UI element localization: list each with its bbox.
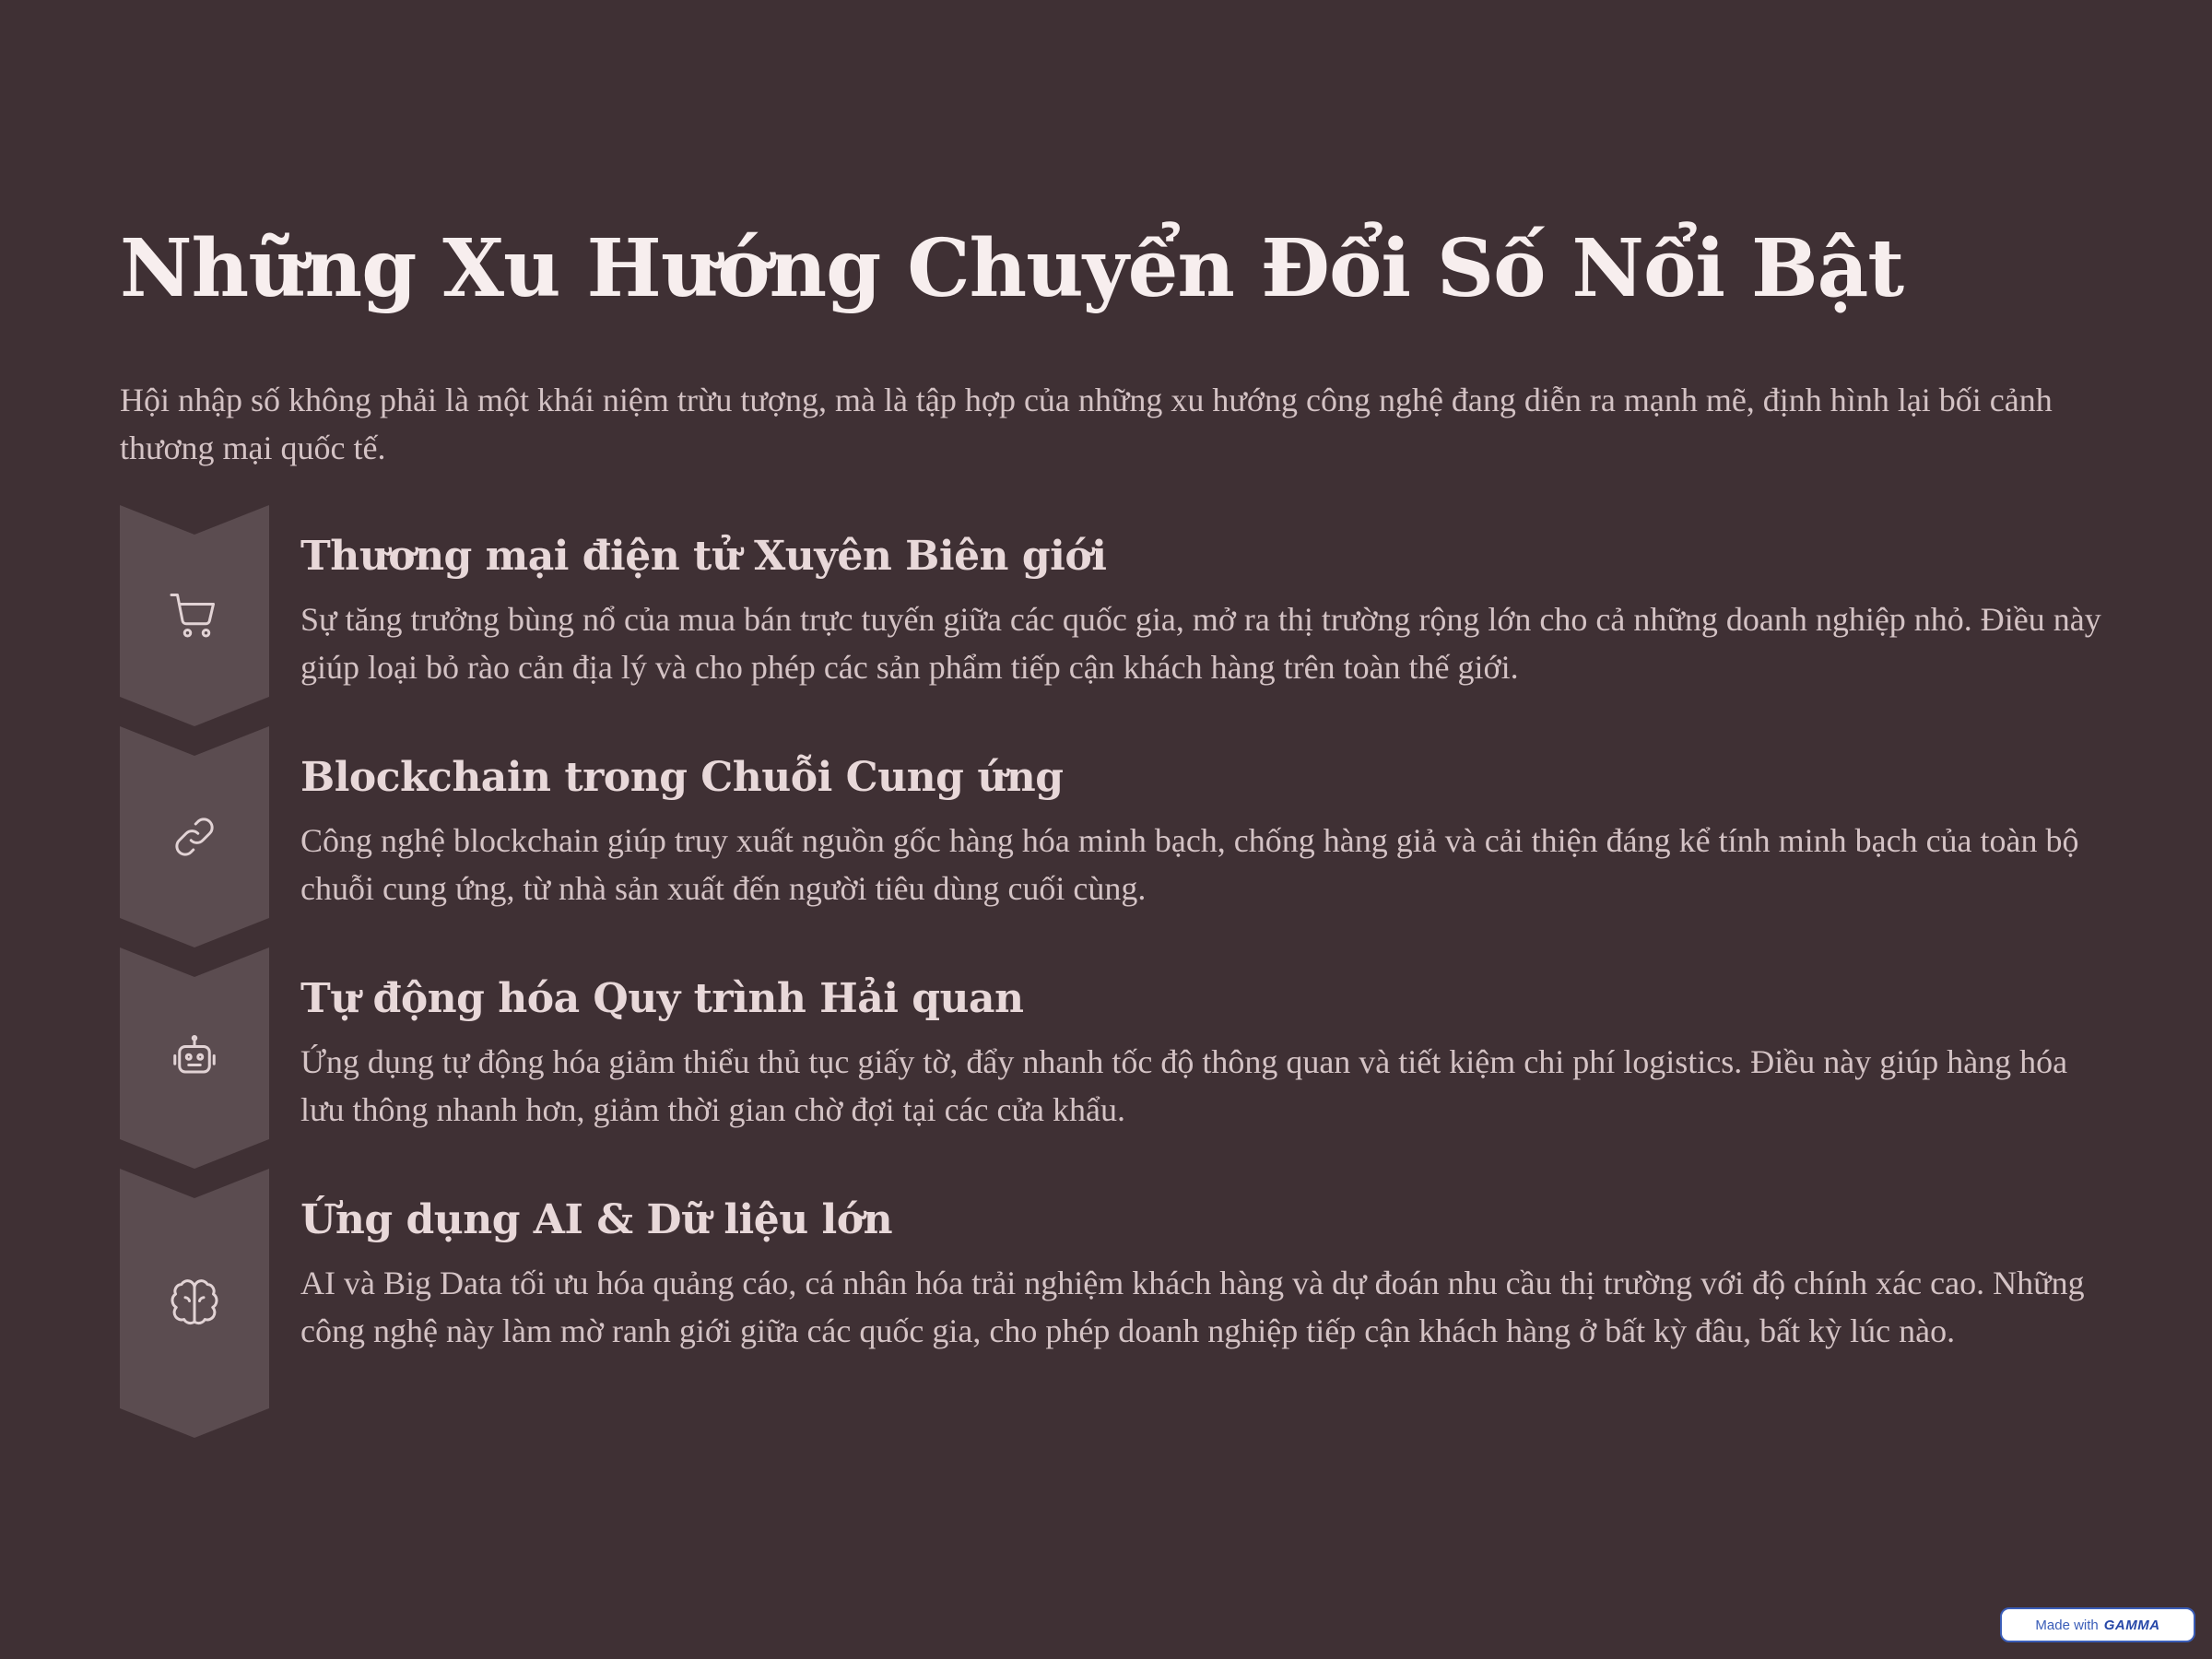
trend-item-ecommerce (120, 505, 2120, 726)
trend-title: Thương mại điện tử Xuyên Biên giới (300, 533, 1107, 580)
trend-description: Công nghệ blockchain giúp truy xuất nguồn gốc hàng hóa minh bạch, chống hàng giả và cải thiện đáng kể tính minh bạch của toàn bộ chuỗi cung ứng, từ nhà sản xuất đến người tiêu dùng cuối cùng. (300, 822, 2079, 907)
trend-item-ai-big-data (120, 1169, 2120, 1438)
chevron-marker (120, 1169, 269, 1438)
badge-prefix: Made with (2035, 1617, 2099, 1633)
gamma-logo: GAMMA (2103, 1617, 2160, 1633)
intro-paragraph: Hội nhập số không phải là một khái niệm trừu tượng, mà là tập hợp của những xu hướng công nghệ đang diễn ra mạnh mẽ, định hình lại bối cảnh thương mại quốc tế. (120, 382, 2053, 466)
trend-description: Ứng dụng tự động hóa giảm thiểu thủ tục giấy tờ, đẩy nhanh tốc độ thông quan và tiết kiệm chi phí logistics. Điều này giúp hàng hóa lưu thông nhanh hơn, giảm thời gian chờ đợi tại các cửa khẩu. (300, 1043, 2068, 1128)
trend-title: Blockchain trong Chuỗi Cung ứng (300, 754, 1064, 801)
chain-link-icon (167, 809, 222, 865)
trend-title: Ứng dụng AI & Dữ liệu lớn (300, 1196, 893, 1243)
chevron-marker (120, 726, 269, 947)
brain-icon (167, 1276, 222, 1331)
trend-description: Sự tăng trưởng bùng nổ của mua bán trực tuyến giữa các quốc gia, mở ra thị trường rộng lớn cho cả những doanh nghiệp nhỏ. Điều này giúp loại bỏ rào cản địa lý và cho phép các sản phẩm tiếp cận khách hàng trên toàn thế giới. (300, 601, 2101, 686)
trend-item-blockchain (120, 726, 2120, 947)
page-title: Những Xu Hướng Chuyển Đổi Số Nổi Bật (120, 222, 1904, 315)
chevron-marker (120, 505, 269, 726)
chevron-marker (120, 947, 269, 1169)
trend-title: Tự động hóa Quy trình Hải quan (300, 975, 1024, 1022)
robot-icon (167, 1030, 222, 1086)
trend-item-customs-automation (120, 947, 2120, 1169)
shopping-cart-icon (167, 588, 222, 643)
trend-description: AI và Big Data tối ưu hóa quảng cáo, cá nhân hóa trải nghiệm khách hàng và dự đoán nhu cầu thị trường với độ chính xác cao. Những công nghệ này làm mờ ranh giới giữa các quốc gia, cho phép doanh nghiệp tiếp cận khách hàng ở bất kỳ đâu, bất kỳ lúc nào. (300, 1265, 2085, 1349)
made-with-gamma-badge[interactable] (2000, 1607, 2195, 1642)
